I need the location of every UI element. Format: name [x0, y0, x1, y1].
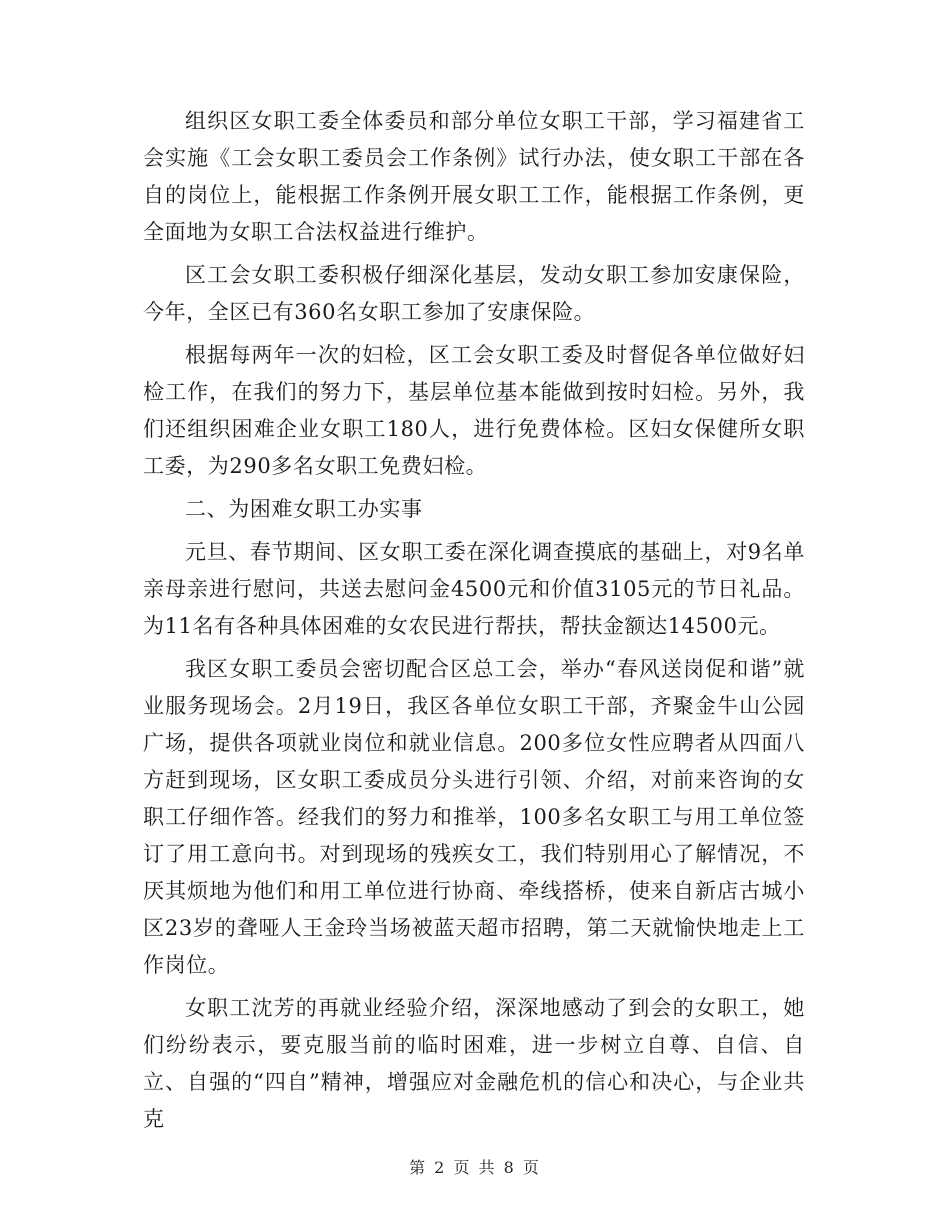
page-number-footer: 第 2 页 共 8 页	[409, 1158, 541, 1177]
document-body	[143, 103, 805, 1144]
section-heading: 二、为困难女职工办实事	[185, 497, 423, 521]
paragraph-2: 区工会女职工委积极仔细深化基层，发动女职工参加安康保险，今年，全区已有360名女职工参加了安康保险。	[143, 263, 805, 324]
paragraph-5: 我区女职工委员会密切配合区总工会，举办“春风送岗促和谐”就业服务现场会。2月19日，我区各单位女职工干部，齐聚金牛山公园广场，提供各项就业岗位和就业信息。200多位女性应聘者从四面八方赶到现场，区女职工委成员分头进行引领、介绍，对前来咨询的女职工仔细作答。经我们的努力和推举，100多名女职工与用工单位签订了用工意向书。对到现场的残疾女工，我们特别用心了解情况，不厌其烦地为他们和用工单位进行协商、牵线搭桥，使来自新店古城小区23岁的聋哑人王金玲当场被蓝天超市招聘，第二天就愉快地走上工作岗位。	[143, 657, 805, 977]
paragraph-1: 组织区女职工委全体委员和部分单位女职工干部，学习福建省工会实施《工会女职工委员会工作条例》试行办法，使女职工干部在各自的岗位上，能根据工作条例开展女职工工作，能根据工作条例，更全面地为女职工合法权益进行维护。	[143, 109, 805, 244]
paragraph-4: 元旦、春节期间、区女职工委在深化调查摸底的基础上，对9名单亲母亲进行慰问，共送去慰问金4500元和价值3105元的节日礼品。为11名有各种具体困难的女农民进行帮扶，帮扶金额达14500元。	[143, 540, 805, 638]
paragraph-6: 女职工沈芳的再就业经验介绍，深深地感动了到会的女职工，她们纷纷表示，要克服当前的临时困难，进一步树立自尊、自信、自立、自强的“四自”精神，增强应对金融危机的信心和决心，与企业共克	[143, 996, 805, 1131]
paragraph-3: 根据每两年一次的妇检，区工会女职工委及时督促各单位做好妇检工作，在我们的努力下，基层单位基本能做到按时妇检。另外，我们还组织困难企业女职工180人，进行免费体检。区妇女保健所女职工委，为290多名女职工免费妇检。	[143, 343, 805, 478]
